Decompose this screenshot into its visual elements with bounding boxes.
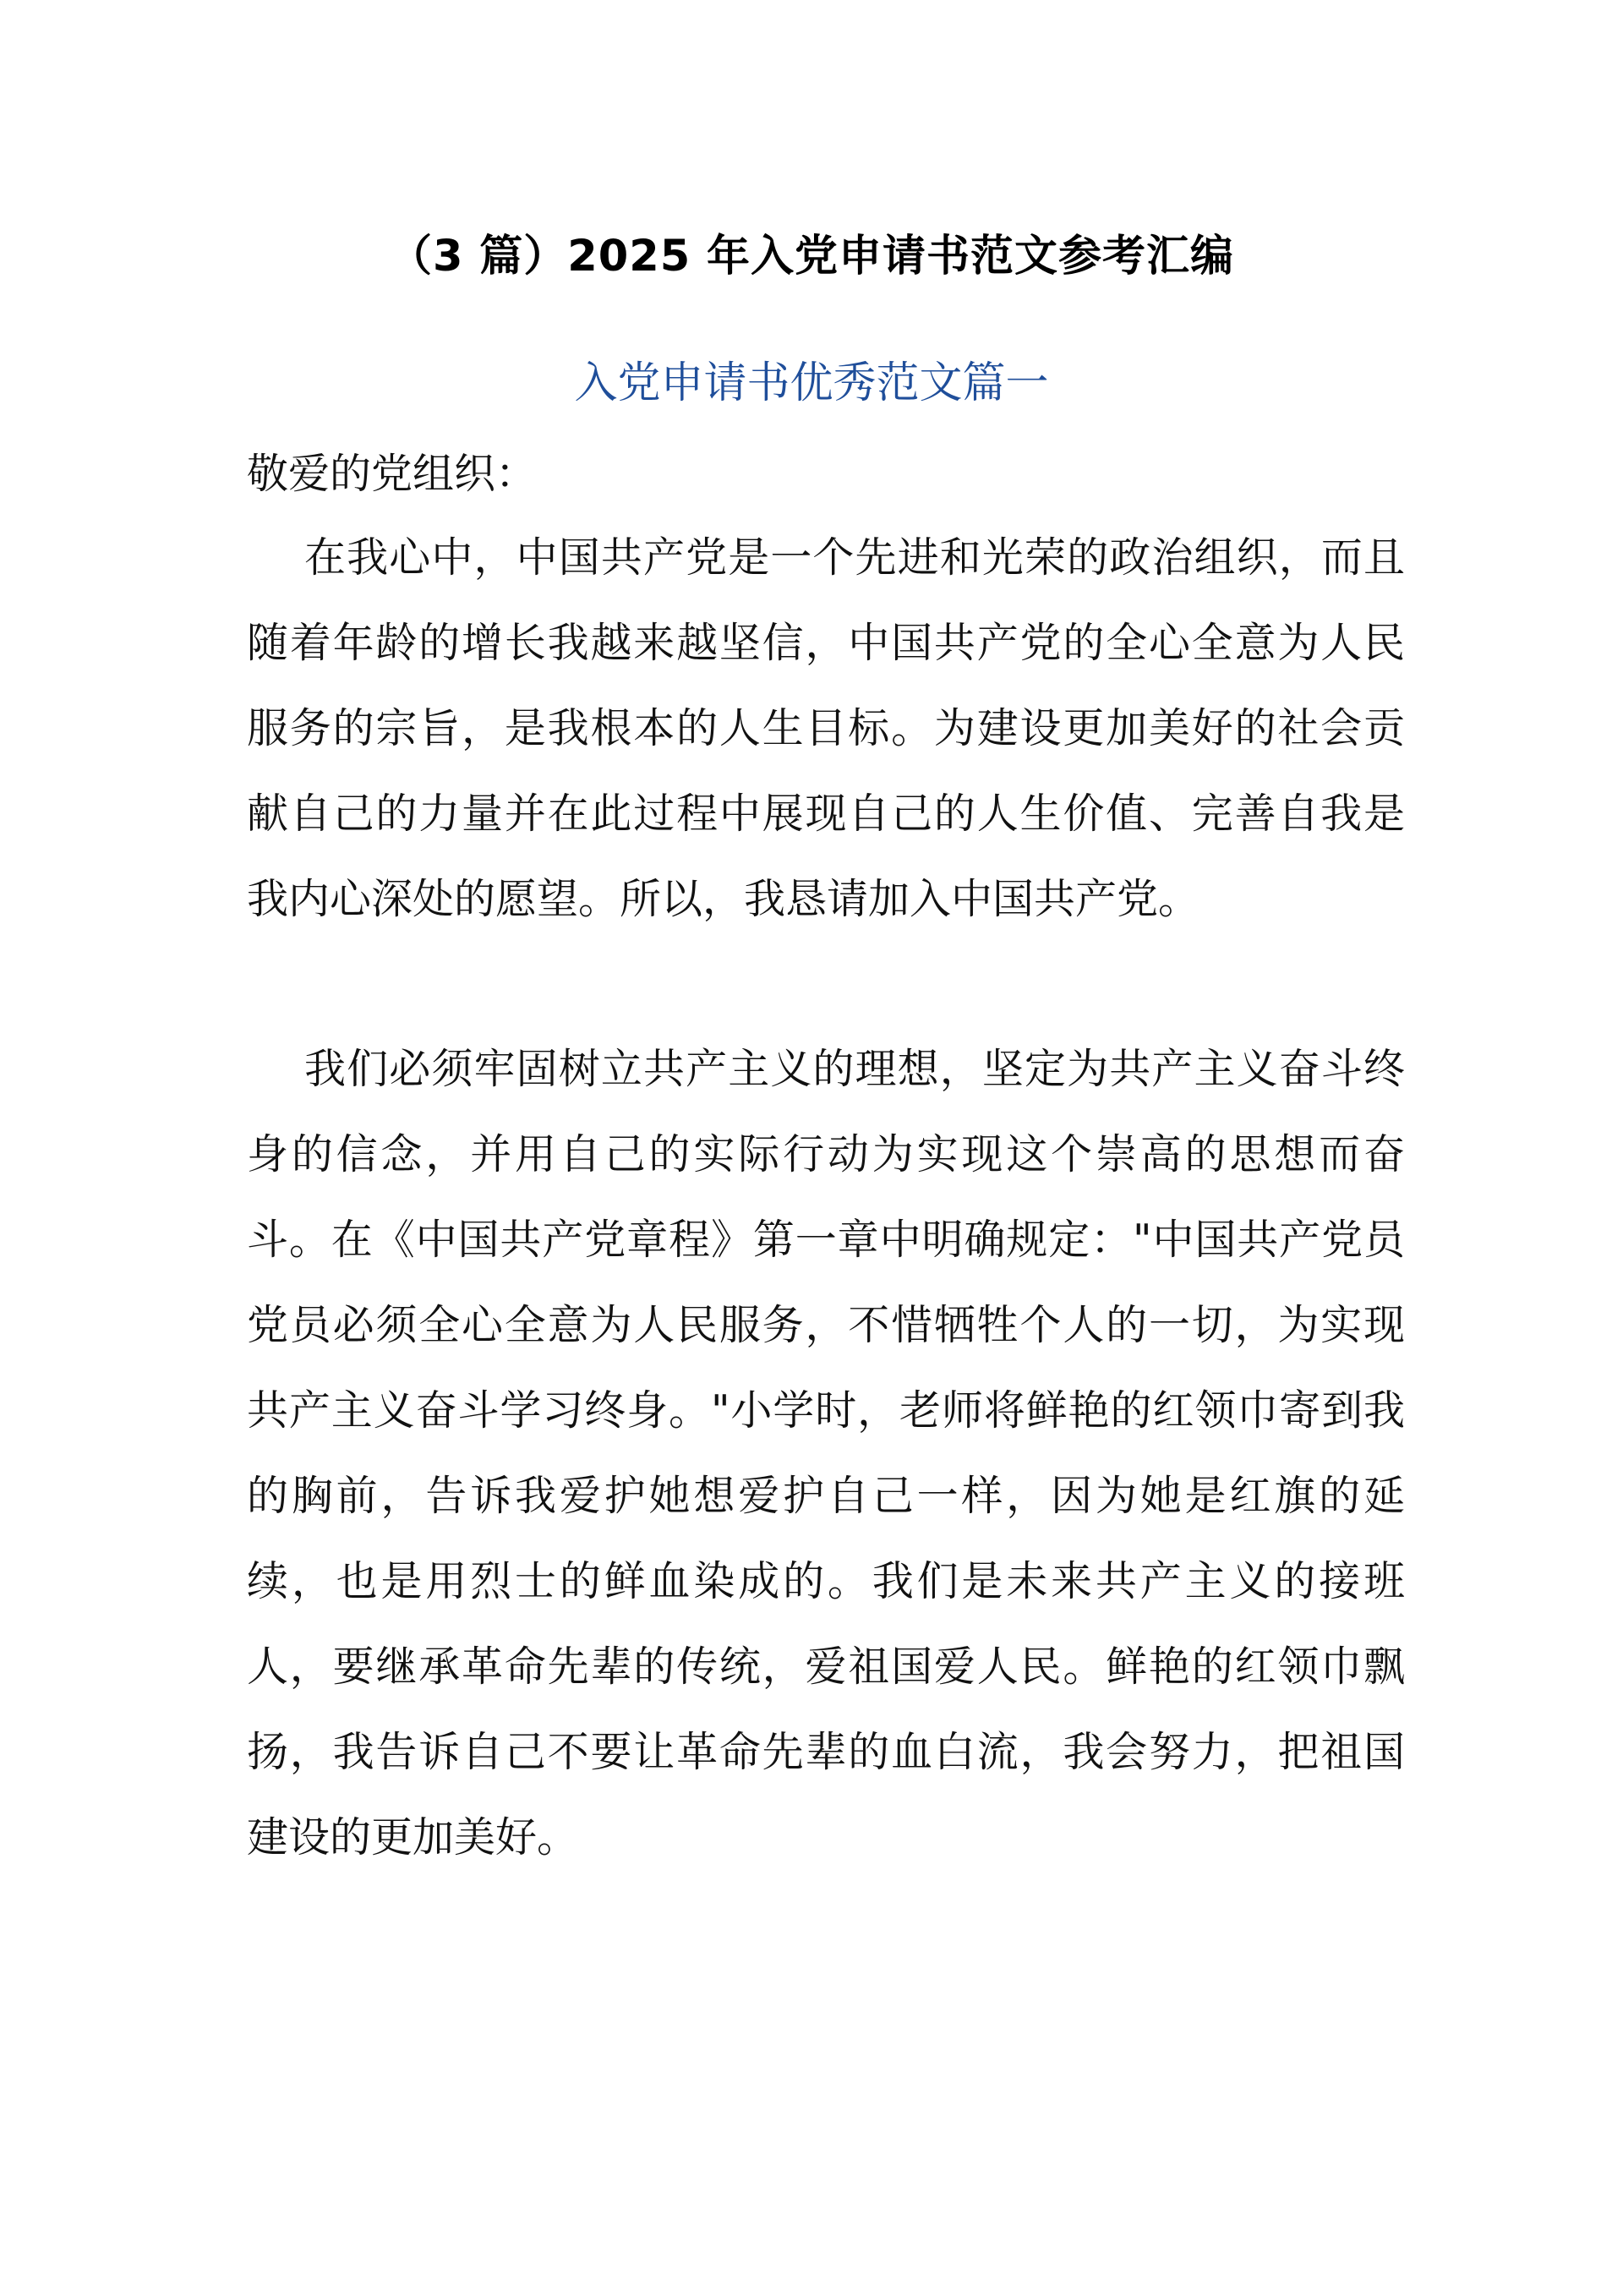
section-heading: 入党申请书优秀范文篇一 [574, 358, 1049, 408]
paragraph-1: 在我心中，中国共产党是一个先进和光荣的政治组织，而且随着年龄的增长我越来越坚信，中国共产党的全心全意为人民服务的宗旨，是我根本的人生目标。为建设更加美好的社会贡献自己的力量并在此过程中展现自己的人生价值、完善自我是我内心深处的愿望。所以，我恳请加入中国共产党。 [247, 533, 1405, 923]
document-title: （3 篇）2025 年入党申请书范文参考汇编 [389, 232, 1234, 282]
paragraph-2: 我们必须牢固树立共产主义的理想，坚定为共产主义奋斗终身的信念，并用自己的实际行动为实现这个崇高的思想而奋斗。在《中国共产党章程》第一章中明确规定："中国共产党员党员必须全心全意为人民服务，不惜牺牲个人的一切，为实现共产主义奋斗学习终身。"小学时，老师将鲜艳的红领巾寄到我的胸前，告诉我爱护她想爱护自己一样，因为她是红旗的延续，也是用烈士的鲜血染成的。我们是未来共产主义的接班人，要继承革命先辈的传统，爱祖国爱人民。鲜艳的红领巾飘扬，我告诉自己不要让革命先辈的血白流，我会努力，把祖国建设的更加美好。 [247, 1045, 1405, 1861]
salutation: 敬爱的党组织： [247, 450, 538, 498]
